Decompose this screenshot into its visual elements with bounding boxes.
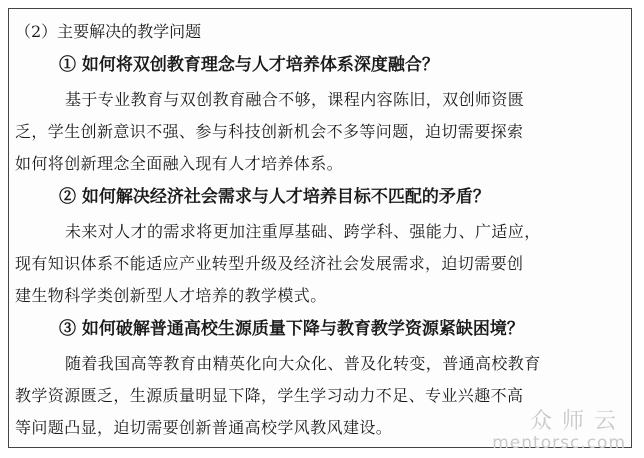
section-title: （2）主要解决的教学问题 <box>15 22 202 41</box>
document-frame <box>8 8 632 448</box>
question-1-heading: ① 如何将双创教育理念与人才培养体系深度融合？ <box>59 55 439 75</box>
question-2-paragraph-line: 建生物科学类创新型人才培养的教学模式。 <box>15 286 327 305</box>
question-2-paragraph-line: 未来对人才的需求将更加注重厚基础、跨学科、强能力、广适应， <box>65 222 541 241</box>
question-2-heading: ② 如何解决经济社会需求与人才培养目标不匹配的矛盾？ <box>59 187 490 207</box>
watermark-english: mentorsc.com <box>492 433 626 453</box>
watermark-chinese: 众师云 <box>529 409 626 434</box>
question-3-heading: ③ 如何破解普通高校生源质量下降与教育教学资源紧缺困境？ <box>59 319 524 339</box>
question-1-paragraph-line: 如何将创新理念全面融入现有人才培养体系。 <box>15 154 344 173</box>
question-2-paragraph-line: 现有知识体系不能适应产业转型升级及经济社会发展需求，迫切需要创 <box>15 254 524 273</box>
question-3-paragraph-line: 等问题凸显，迫切需要创新普通高校学风教风建设。 <box>15 418 393 437</box>
question-1-paragraph-line: 乏，学生创新意识不强、参与科技创新机会不多等问题，迫切需要探索 <box>15 122 524 141</box>
watermark <box>492 411 626 452</box>
question-1-paragraph-line: 基于专业教育与双创教育融合不够，课程内容陈旧，双创师资匮 <box>65 90 525 109</box>
question-3-paragraph-line: 教学资源匮乏，生源质量明显下降，学生学习动力不足、专业兴趣不高 <box>15 386 524 405</box>
question-3-paragraph-line: 随着我国高等教育由精英化向大众化、普及化转变，普通高校教育 <box>65 354 541 373</box>
